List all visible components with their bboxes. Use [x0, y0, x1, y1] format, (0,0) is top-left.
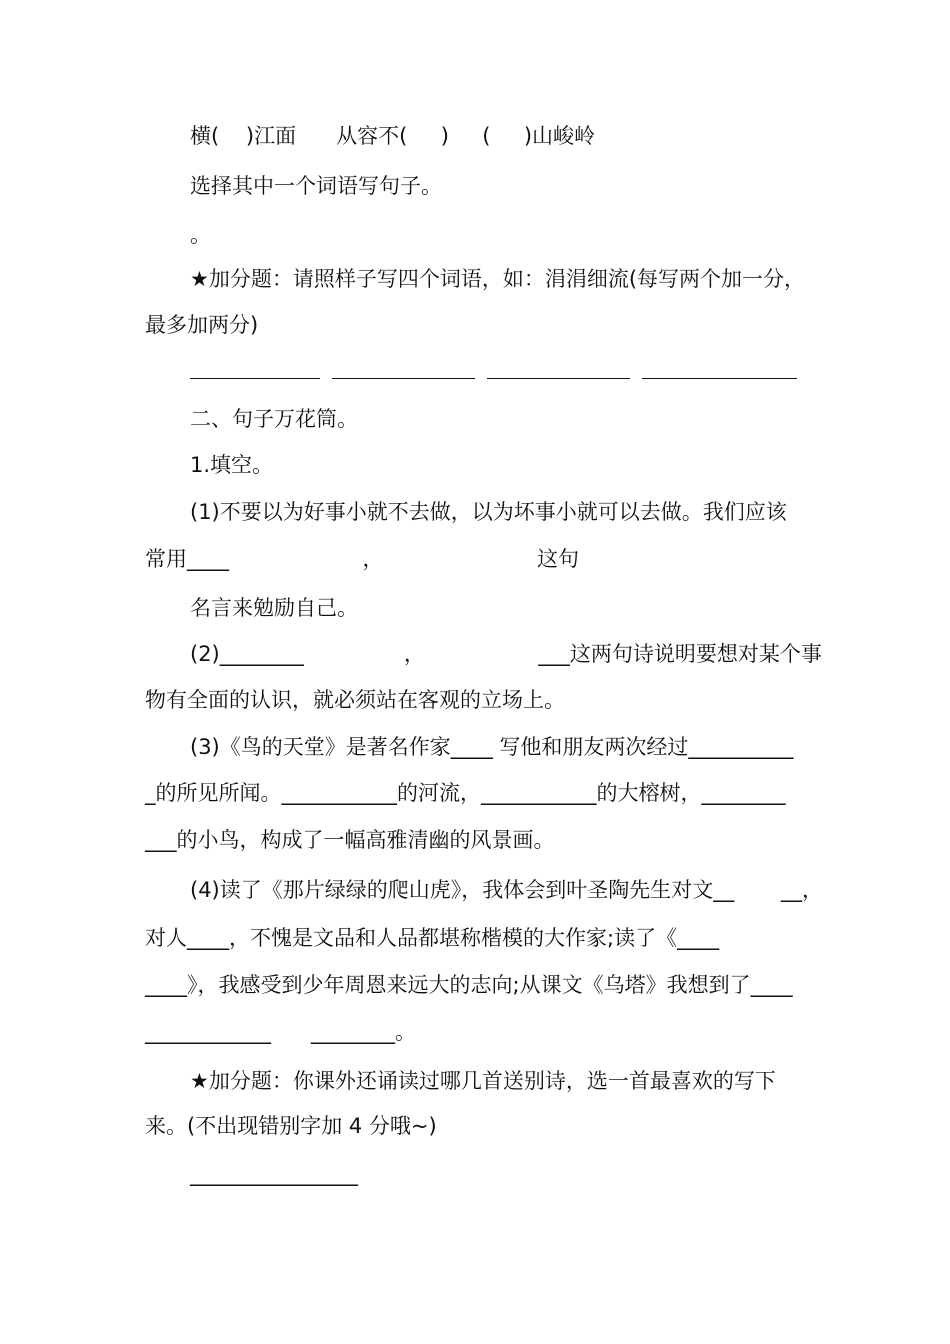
text-line-q4-end: ____________ ________。 — [145, 1020, 417, 1044]
text-line-q1: (1)不要以为好事小就不去做，以为坏事小就可以去做。我们应该 — [190, 500, 787, 524]
text-line-idiom-fill: 横( )江面 从容不( ) ( )山峻岭 — [190, 124, 596, 148]
text-line-q3-cont: _的所见所闻。___________的河流，___________的大榕树，________ — [145, 781, 786, 805]
text-line-q1-end: 名言来勉励自己。 — [190, 596, 358, 620]
text-line-q4-cont: 对人____，不愧是文品和人品都堪称楷模的大作家;读了《____ — [145, 926, 720, 950]
answer-blank — [190, 378, 320, 379]
text-line-q2-cont: 物有全面的认识，就必须站在客观的立场上。 — [145, 688, 565, 712]
answer-blank-line: ________________ — [190, 1162, 358, 1186]
text-line-q1-cont: 常用____ ， 这句 — [145, 547, 580, 571]
answer-blank — [332, 378, 475, 379]
text-line-instruction: 选择其中一个词语写句子。 — [190, 174, 442, 198]
text-line-q4: (4)读了《那片绿绿的爬山虎》，我体会到叶圣陶先生对文__ __， — [190, 878, 823, 902]
text-line-bonus-question-1-cont: 最多加两分) — [145, 313, 259, 337]
section-heading: 二、句子万花筒。 — [190, 407, 358, 431]
answer-blank — [487, 378, 630, 379]
answer-blank — [642, 378, 797, 379]
text-line-bonus-question-1: ★加分题：请照样子写四个词语，如：涓涓细流(每写两个加一分， — [190, 267, 806, 291]
text-line-q2: (2)________ ， ___这两句诗说明要想对某个事 — [190, 642, 822, 666]
text-line-period: 。 — [190, 223, 211, 247]
text-line-q4-cont2: ____》，我感受到少年周恩来远大的志向;从课文《乌塔》我想到了____ — [145, 973, 793, 997]
text-line-q3-end: ___的小鸟，构成了一幅高雅清幽的风景画。 — [145, 828, 555, 852]
text-line-bonus-question-2-cont: 来。(不出现错别字加 4 分哦~) — [145, 1114, 437, 1138]
text-line-bonus-question-2: ★加分题：你课外还诵读过哪几首送别诗，选一首最喜欢的写下 — [190, 1069, 776, 1093]
text-line-q3: (3)《鸟的天堂》是著名作家____ 写他和朋友两次经过__________ — [190, 735, 794, 759]
subsection-heading: 1.填空。 — [190, 453, 274, 477]
